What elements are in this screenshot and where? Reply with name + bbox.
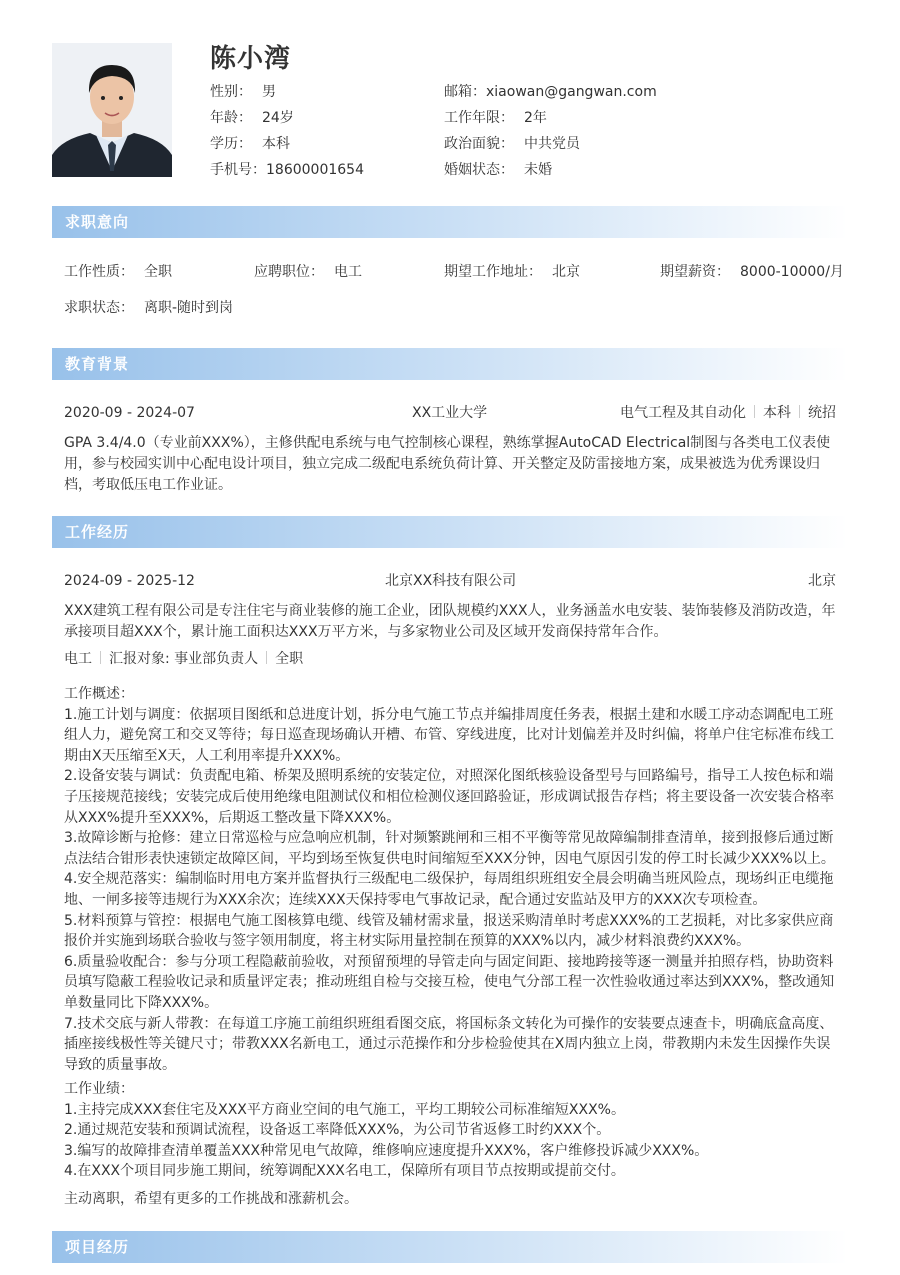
- info-marital: [444, 160, 552, 180]
- job-status: [64, 298, 233, 318]
- info-label: 政治面貌：: [444, 136, 514, 152]
- overview-line: 地、一闸多接等违规行为XXX余次；连续XXX天保持零电气事故记录，配合通过安监站及甲方的XXX次专项检查。: [64, 891, 767, 908]
- info-phone: [210, 160, 364, 180]
- info-label: 手机号：: [210, 162, 266, 178]
- overview-line: 子压接规范接线；安装完成后使用绝缘电阻测试仪和相位检测仪逐回路验证，形成调试报告存档；将主要设备一次安装合格率: [64, 788, 834, 805]
- work-overview: [64, 684, 840, 1075]
- info-value: 男: [262, 84, 276, 100]
- job-location: [444, 262, 580, 282]
- info-gender: [210, 82, 276, 102]
- overview-line: 期由X天压缩至X天，人工利用率提升XXX%。: [64, 747, 350, 764]
- education-type: 统招: [808, 405, 836, 421]
- info-work-years: [444, 108, 547, 128]
- tag-divider: [266, 651, 267, 664]
- overview-line: 5.材料预算与管控：根据电气施工图核算电缆、线管及辅材需求量，报送采购清单时考虑XXX%的工艺损耗，对比多家供应商: [64, 912, 834, 929]
- field-label: 工作性质：: [64, 264, 134, 280]
- section-title: 求职意向: [65, 213, 130, 231]
- results-line: 1.主持完成XXX套住宅及XXX平方商业空间的电气施工，平均工期较公司标准缩短XXX%。: [64, 1101, 625, 1118]
- work-city: 北京: [808, 573, 836, 589]
- section-projects-header: [52, 1231, 848, 1263]
- info-value: 中共党员: [524, 136, 580, 152]
- info-value: 本科: [262, 136, 290, 152]
- info-degree: [210, 134, 290, 154]
- leave-reason: 主动离职，希望有更多的工作挑战和涨薪机会。: [64, 1191, 358, 1207]
- intro-line: XXX建筑工程有限公司是专注住宅与商业装修的施工企业，团队规模约XXX人，业务涵盖水电安装、装饰装修及消防改造，年: [64, 603, 836, 619]
- work-period: 2024-09 - 2025-12: [64, 573, 195, 589]
- job-type: [64, 262, 172, 282]
- field-label: 期望工作地址：: [444, 264, 542, 280]
- overview-line: 点法结合钳形表快速锁定故障区间，平均到场至恢复供电时间缩短至XXX分钟，因电气原因引发的停工时长减少XXX%以上。: [64, 850, 835, 867]
- tag-divider: [799, 405, 800, 418]
- results-line: 3.编写的故障排查清单覆盖XXX种常见电气故障，维修响应速度提升XXX%，客户维修投诉减少XXX%。: [64, 1142, 709, 1159]
- description-line: 档，考取低压电工作业证。: [64, 477, 232, 493]
- work-results: [64, 1079, 840, 1182]
- info-label: 性别：: [210, 84, 252, 100]
- results-line: 4.在XXX个项目同步施工期间，统筹调配XXX名电工，保障所有项目节点按期或提前交付。: [64, 1163, 625, 1180]
- field-value: 8000-10000/月: [740, 264, 844, 280]
- section-work-header: [52, 516, 848, 548]
- info-label: 学历：: [210, 136, 252, 152]
- info-label: 工作年限：: [444, 110, 514, 126]
- job-position: [254, 262, 362, 282]
- field-value: 全职: [144, 264, 172, 280]
- overview-line: 7.技术交底与新人带教：在每道工序施工前组织班组看图交底，将国标条文转化为可操作的安装要点速查卡，明确底盒高度、: [64, 1015, 834, 1032]
- work-report-to: 汇报对象: 事业部负责人: [109, 651, 259, 667]
- field-label: 期望薪资：: [660, 264, 730, 280]
- education-school: XX工业大学: [412, 405, 488, 421]
- info-value: 未婚: [524, 162, 552, 178]
- info-label: 婚姻状态：: [444, 162, 514, 178]
- info-political: [444, 134, 580, 154]
- overview-line: 员填写隐蔽工程验收记录和质量评定表；推动班组自检与交接互检，使电气分部工程一次性验收通过率达到XXX%，整改通知: [64, 974, 835, 991]
- section-job-intent-header: [52, 206, 848, 238]
- intro-line: 承接项目超XXX个，累计施工面积达XXX万平方米，与多家物业公司及区域开发商保持常年合作。: [64, 624, 668, 640]
- tag-divider: [754, 405, 755, 418]
- overview-line: 3.故障诊断与抢修：建立日常巡检与应急响应机制，针对频繁跳闸和三相不平衡等常见故障编制排查清单，接到报修后通过断: [64, 830, 834, 847]
- company-intro: [64, 601, 840, 643]
- overview-line: 导致的质量事故。: [64, 1056, 176, 1073]
- field-value: 电工: [334, 264, 362, 280]
- results-line: 2.通过规范安装和预调试流程，设备返工率降低XXX%，为公司节省返修工时约XXX个。: [64, 1122, 611, 1139]
- education-period: 2020-09 - 2024-07: [64, 405, 195, 421]
- overview-line: 插座接线极性等关键尺寸；带教XXX名新电工，通过示范操作和分步检验使其在X周内独立上岗，带教期内未发生因操作失误: [64, 1036, 831, 1053]
- candidate-name: 陈小湾: [210, 44, 292, 74]
- field-value: 离职-随时到岗: [144, 300, 234, 316]
- avatar-photo: [52, 43, 172, 177]
- education-description: [64, 433, 840, 496]
- description-line: GPA 3.4/4.0（专业前XXX%），主修供配电系统与电气控制核心课程，熟练掌握AutoCAD Electrical制图与各类电工仪表使: [64, 435, 831, 451]
- education-tags: [620, 403, 836, 423]
- section-title: 教育背景: [65, 355, 130, 373]
- tag-divider: [100, 651, 101, 664]
- field-label: 应聘职位：: [254, 264, 324, 280]
- info-age: [210, 108, 294, 128]
- results-heading: 工作业绩：: [64, 1081, 134, 1097]
- work-tags: [64, 649, 303, 669]
- education-degree: 本科: [763, 405, 791, 421]
- overview-line: 2.设备安装与调试：负责配电箱、桥架及照明系统的安装定位，对照深化图纸核验设备型号与回路编号，指导工人按色标和端: [64, 768, 834, 785]
- section-education-header: [52, 348, 848, 380]
- field-value: 北京: [552, 264, 580, 280]
- work-type: 全职: [275, 651, 304, 667]
- section-title: 工作经历: [65, 523, 130, 541]
- info-value: 18600001654: [266, 162, 364, 178]
- section-title: 项目经历: [65, 1238, 130, 1256]
- info-email: [444, 82, 657, 102]
- overview-line: 6.质量验收配合：参与分项工程隐蔽前验收，对预留预埋的导管走向与固定间距、接地跨接等逐一测量并拍照存档，协助资料: [64, 953, 834, 970]
- overview-line: 单数量同比下降XXX%。: [64, 994, 219, 1011]
- field-label: 求职状态：: [64, 300, 134, 316]
- overview-line: 组人力，避免窝工和交叉等待；每日巡查现场确认开槽、布管、穿线进度，比对计划偏差并及时纠偏，将单户住宅标准布线工: [64, 727, 834, 744]
- job-salary: [660, 262, 844, 282]
- overview-line: 4.安全规范落实：编制临时用电方案并监督执行三级配电二级保护，每周组织班组安全晨会明确当班风险点，现场纠正电缆拖: [64, 871, 834, 888]
- info-value: 24岁: [262, 110, 294, 126]
- info-value: xiaowan@gangwan.com: [486, 84, 657, 100]
- work-role: 电工: [64, 651, 92, 667]
- overview-line: 从XXX%提升至XXX%，后期返工整改量下降XXX%。: [64, 809, 401, 826]
- info-label: 邮箱：: [444, 84, 486, 100]
- info-label: 年龄：: [210, 110, 252, 126]
- description-line: 用，参与校园实训中心配电设计项目，独立完成二级配电系统负荷计算、开关整定及防雷接地方案，成果被选为优秀课设归: [64, 456, 820, 472]
- work-company: 北京XX科技有限公司: [385, 573, 517, 589]
- overview-line: 1.施工计划与调度：依据项目图纸和总进度计划，拆分电气施工节点并编排周度任务表，根据土建和水暖工序动态调配电工班: [64, 706, 834, 723]
- info-value: 2年: [524, 110, 547, 126]
- overview-heading: 工作概述：: [64, 686, 134, 702]
- overview-line: 报价并实施到场联合验收与签字领用制度，将主材实际用量控制在预算的XXX%以内，减少材料浪费约XXX%。: [64, 933, 751, 950]
- education-major: 电气工程及其自动化: [620, 405, 746, 421]
